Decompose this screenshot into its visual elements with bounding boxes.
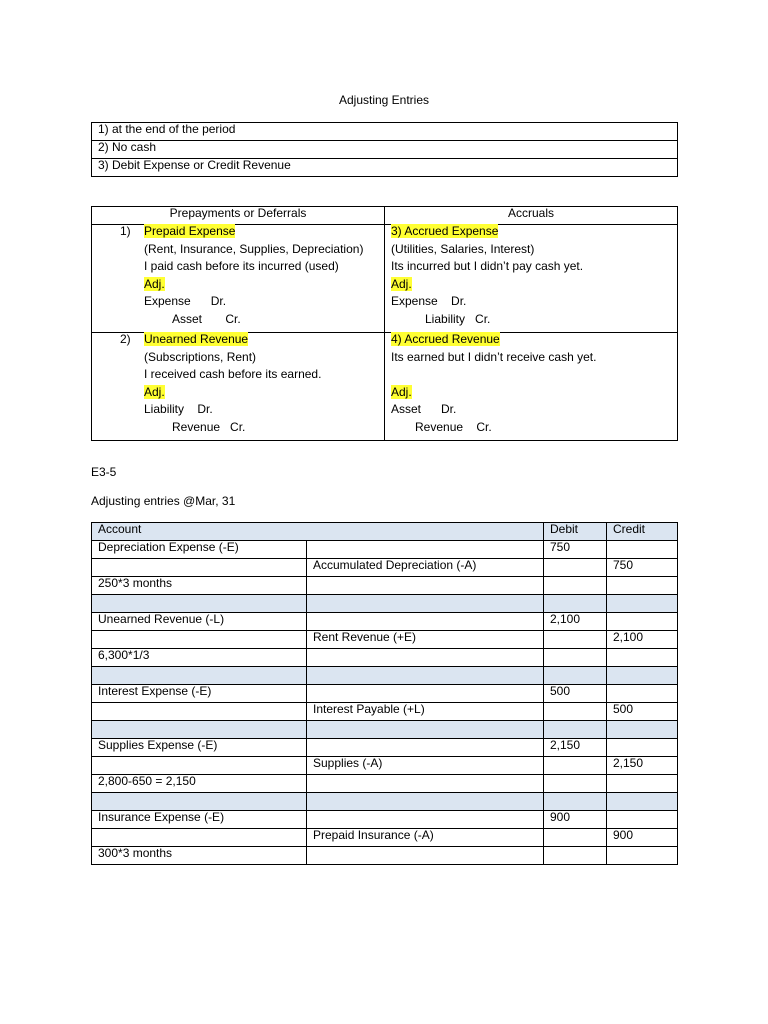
debit-cell — [544, 757, 607, 775]
table-row — [92, 739, 678, 757]
table-row — [92, 703, 678, 721]
rule-2: 2) No cash — [92, 141, 678, 159]
table-row — [92, 775, 678, 793]
accrued-revenue-heading: 4) Accrued Revenue — [391, 332, 500, 346]
account-cell: 250*3 months — [92, 577, 307, 595]
credit-cell — [607, 577, 678, 595]
header-debit: Debit — [544, 523, 607, 541]
credit-cell — [607, 721, 678, 739]
account-cell — [92, 631, 307, 649]
sub-account-cell: Accumulated Depreciation (-A) — [307, 559, 544, 577]
table-row — [92, 123, 678, 141]
unearned-adj: Adj. — [144, 384, 165, 399]
debit-cell — [544, 793, 607, 811]
rules-table — [91, 122, 678, 177]
table-row — [92, 793, 678, 811]
debit-cell — [544, 631, 607, 649]
sub-account-cell — [307, 685, 544, 703]
debit-cell — [544, 829, 607, 847]
sub-account-cell — [307, 649, 544, 667]
accrued-revenue-cell — [385, 333, 678, 441]
debit-cell: 2,150 — [544, 739, 607, 757]
table-row — [92, 333, 678, 441]
table-row — [92, 667, 678, 685]
table-row — [92, 649, 678, 667]
accrued-expense-dr: Expense Dr. — [391, 294, 467, 308]
account-cell: 6,300*1/3 — [92, 649, 307, 667]
account-cell — [92, 559, 307, 577]
sub-account-cell: Rent Revenue (+E) — [307, 631, 544, 649]
table-header-row — [92, 207, 678, 225]
unearned-dr: Liability Dr. — [144, 402, 213, 416]
table-row — [92, 757, 678, 775]
account-cell: Unearned Revenue (-L) — [92, 613, 307, 631]
credit-cell — [607, 739, 678, 757]
table-row — [92, 685, 678, 703]
accrued-expense-cell — [385, 225, 678, 333]
table-row — [92, 613, 678, 631]
account-cell — [92, 721, 307, 739]
sub-account-cell — [307, 775, 544, 793]
sub-account-cell — [307, 541, 544, 559]
credit-cell — [607, 775, 678, 793]
unearned-revenue-cell — [92, 333, 385, 441]
prepaid-num: 1) — [120, 224, 131, 238]
prepaid-dr: Expense Dr. — [144, 294, 227, 308]
debit-cell — [544, 775, 607, 793]
accrued-expense-line-1: (Utilities, Salaries, Interest) — [391, 241, 535, 256]
header-account: Account — [92, 523, 544, 541]
sub-account-cell — [307, 721, 544, 739]
prepaid-adj: Adj. — [144, 276, 165, 291]
debit-cell — [544, 595, 607, 613]
page-title: Adjusting Entries — [338, 93, 430, 107]
account-cell: 300*3 months — [92, 847, 307, 865]
table-row — [92, 559, 678, 577]
account-cell — [92, 757, 307, 775]
table-header-row — [92, 523, 678, 541]
account-cell: Depreciation Expense (-E) — [92, 541, 307, 559]
header-accruals: Accruals — [385, 207, 678, 225]
accrued-expense-heading: 3) Accrued Expense — [391, 224, 499, 238]
header-credit: Credit — [607, 523, 678, 541]
debit-cell: 500 — [544, 685, 607, 703]
rule-3: 3) Debit Expense or Credit Revenue — [92, 159, 678, 177]
table-row — [92, 225, 678, 333]
header-deferrals: Prepayments or Deferrals — [92, 207, 385, 225]
credit-cell: 750 — [607, 559, 678, 577]
credit-cell: 500 — [607, 703, 678, 721]
unearned-cr: Revenue Cr. — [172, 419, 246, 434]
prepaid-cr: Asset Cr. — [172, 311, 241, 326]
account-cell: 2,800-650 = 2,150 — [92, 775, 307, 793]
credit-cell: 2,100 — [607, 631, 678, 649]
exercise-label: E3-5 — [91, 465, 117, 479]
debit-cell — [544, 703, 607, 721]
credit-cell — [607, 811, 678, 829]
table-row — [92, 141, 678, 159]
accrued-expense-adj: Adj. — [391, 276, 412, 291]
credit-cell — [607, 595, 678, 613]
accrued-revenue-spacer — [391, 368, 673, 386]
sub-account-cell — [307, 577, 544, 595]
debit-cell — [544, 559, 607, 577]
table-row — [92, 541, 678, 559]
account-cell — [92, 793, 307, 811]
credit-cell — [607, 613, 678, 631]
accrued-revenue-cr: Revenue Cr. — [415, 419, 492, 434]
credit-cell — [607, 541, 678, 559]
prepaid-expense-cell — [92, 225, 385, 333]
credit-cell: 900 — [607, 829, 678, 847]
entries-title: Adjusting entries @Mar, 31 — [91, 494, 236, 508]
account-cell — [92, 829, 307, 847]
prepaid-line-1: (Rent, Insurance, Supplies, Depreciation) — [144, 241, 364, 256]
credit-cell — [607, 793, 678, 811]
sub-account-cell: Interest Payable (+L) — [307, 703, 544, 721]
sub-account-cell — [307, 811, 544, 829]
debit-cell: 2,100 — [544, 613, 607, 631]
unearned-heading: Unearned Revenue — [144, 332, 249, 346]
entries-body — [92, 541, 678, 865]
rule-1: 1) at the end of the period — [92, 123, 678, 141]
debit-cell — [544, 667, 607, 685]
deferrals-accruals-table — [91, 206, 678, 441]
sub-account-cell — [307, 847, 544, 865]
debit-cell: 750 — [544, 541, 607, 559]
accrued-revenue-dr: Asset Dr. — [391, 402, 457, 416]
accrued-revenue-line-1: Its earned but I didn’t receive cash yet. — [391, 349, 597, 364]
accrued-expense-cr: Liability Cr. — [425, 311, 491, 326]
account-cell — [92, 595, 307, 613]
table-row — [92, 577, 678, 595]
accrued-expense-line-2: Its incurred but I didn’t pay cash yet. — [391, 259, 584, 273]
debit-cell — [544, 649, 607, 667]
accrued-revenue-adj: Adj. — [391, 384, 412, 399]
sub-account-cell: Supplies (-A) — [307, 757, 544, 775]
credit-cell — [607, 667, 678, 685]
credit-cell — [607, 847, 678, 865]
sub-account-cell — [307, 667, 544, 685]
table-row — [92, 159, 678, 177]
account-cell — [92, 703, 307, 721]
table-row — [92, 847, 678, 865]
sub-account-cell — [307, 793, 544, 811]
unearned-line-2: I received cash before its earned. — [144, 367, 322, 381]
sub-account-cell — [307, 739, 544, 757]
unearned-num: 2) — [120, 332, 131, 346]
journal-entries-table — [91, 522, 678, 865]
sub-account-cell: Prepaid Insurance (-A) — [307, 829, 544, 847]
table-row — [92, 595, 678, 613]
debit-cell — [544, 721, 607, 739]
credit-cell — [607, 685, 678, 703]
credit-cell — [607, 649, 678, 667]
table-row — [92, 829, 678, 847]
account-cell: Supplies Expense (-E) — [92, 739, 307, 757]
table-row — [92, 631, 678, 649]
table-row — [92, 721, 678, 739]
sub-account-cell — [307, 613, 544, 631]
credit-cell: 2,150 — [607, 757, 678, 775]
account-cell — [92, 667, 307, 685]
sub-account-cell — [307, 595, 544, 613]
account-cell: Insurance Expense (-E) — [92, 811, 307, 829]
debit-cell — [544, 847, 607, 865]
debit-cell: 900 — [544, 811, 607, 829]
prepaid-heading: Prepaid Expense — [144, 224, 236, 238]
unearned-line-1: (Subscriptions, Rent) — [144, 349, 257, 364]
prepaid-line-2: I paid cash before its incurred (used) — [144, 259, 339, 273]
table-row — [92, 811, 678, 829]
account-cell: Interest Expense (-E) — [92, 685, 307, 703]
debit-cell — [544, 577, 607, 595]
